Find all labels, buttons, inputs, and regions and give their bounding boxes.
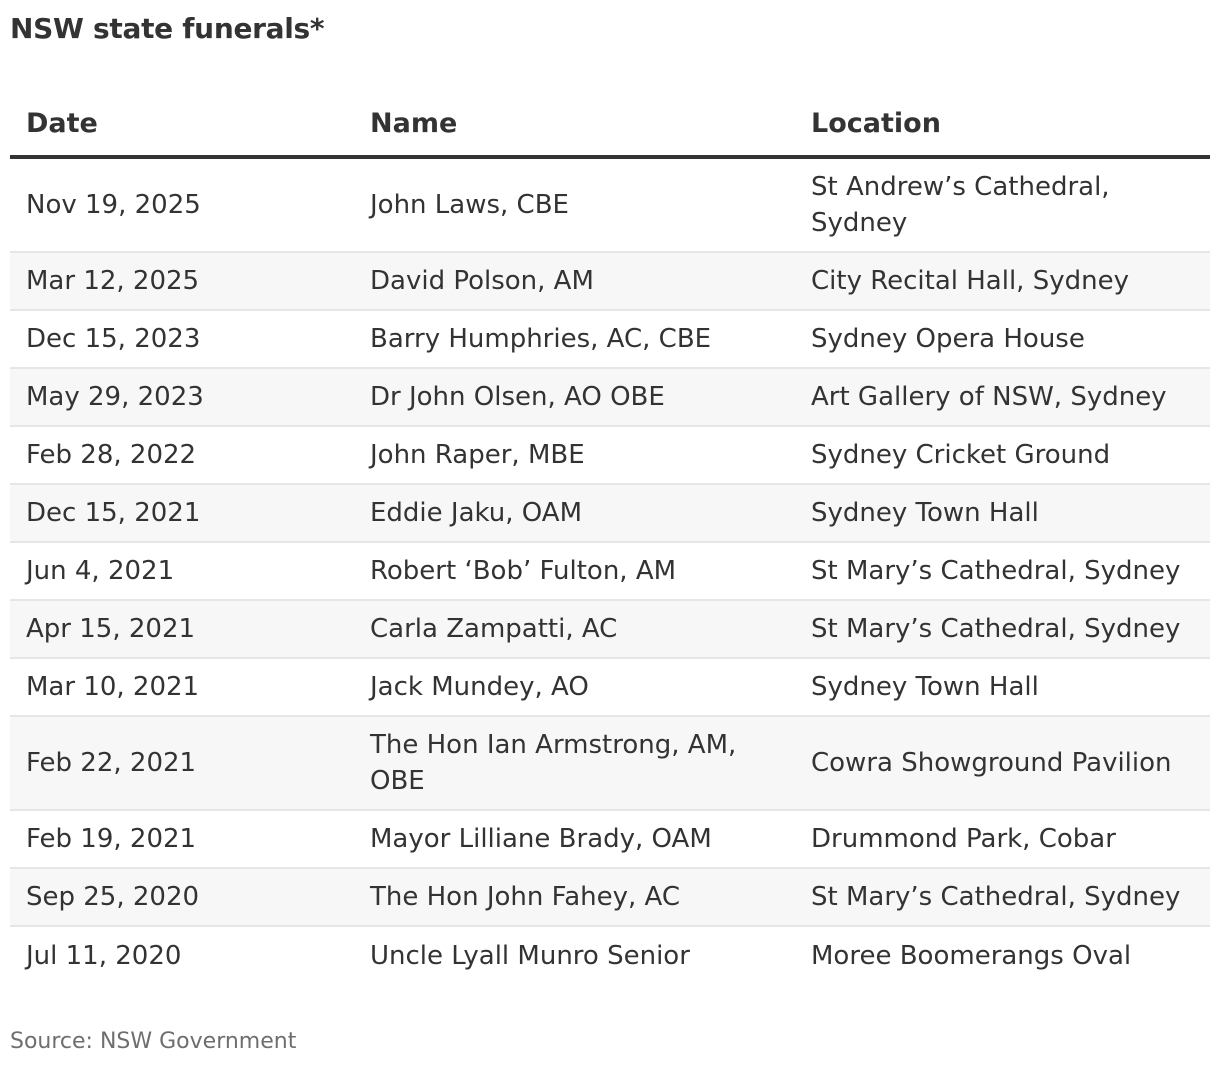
row-location: Sydney Opera House [811, 324, 1085, 354]
table-row [10, 717, 1210, 811]
row-name: Robert ‘Bob’ Fulton, AM [370, 556, 677, 586]
table-row [10, 543, 1210, 601]
row-name: David Polson, AM [370, 266, 594, 296]
row-date: Jul 11, 2020 [26, 941, 182, 971]
row-date: Sep 25, 2020 [26, 882, 200, 912]
row-name: The Hon John Fahey, AC [370, 882, 680, 912]
row-location: Sydney Town Hall [811, 672, 1039, 702]
row-date: Jun 4, 2021 [26, 556, 175, 586]
column-header-date: Date [26, 107, 98, 139]
row-location: Sydney Cricket Ground [811, 440, 1111, 470]
row-name: The Hon Ian Armstrong, AM, OBE [370, 730, 737, 796]
row-date: Mar 12, 2025 [26, 266, 200, 296]
row-location: St Andrew’s Cathedral, Sydney [811, 172, 1110, 238]
row-date: Dec 15, 2023 [26, 324, 201, 354]
funerals-table [10, 92, 1210, 985]
row-location: Drummond Park, Cobar [811, 824, 1116, 854]
row-name: Mayor Lilliane Brady, OAM [370, 824, 712, 854]
column-header-name: Name [370, 107, 458, 139]
table-row [10, 369, 1210, 427]
row-name: Eddie Jaku, OAM [370, 498, 583, 528]
table-title: NSW state funerals* [10, 12, 325, 45]
row-date: Mar 10, 2021 [26, 672, 200, 702]
row-date: Apr 15, 2021 [26, 614, 196, 644]
table-row [10, 601, 1210, 659]
row-name: Carla Zampatti, AC [370, 614, 618, 644]
row-location: St Mary’s Cathedral, Sydney [811, 556, 1181, 586]
table-row [10, 869, 1210, 927]
table-row [10, 253, 1210, 311]
row-location: City Recital Hall, Sydney [811, 266, 1129, 296]
row-location: St Mary’s Cathedral, Sydney [811, 614, 1181, 644]
table-row [10, 311, 1210, 369]
table-row [10, 659, 1210, 717]
row-name: John Raper, MBE [370, 440, 585, 470]
table-row [10, 427, 1210, 485]
source-note: Source: NSW Government [10, 1029, 297, 1054]
table-row [10, 927, 1210, 985]
row-date: Nov 19, 2025 [26, 190, 201, 220]
row-name: Dr John Olsen, AO OBE [370, 382, 665, 412]
row-location: Art Gallery of NSW, Sydney [811, 382, 1167, 412]
row-date: Feb 19, 2021 [26, 824, 197, 854]
row-location: Sydney Town Hall [811, 498, 1039, 528]
row-location: Cowra Showground Pavilion [811, 748, 1172, 778]
table-row [10, 159, 1210, 253]
row-name: Uncle Lyall Munro Senior [370, 941, 690, 971]
row-name: Barry Humphries, AC, CBE [370, 324, 712, 354]
row-date: Feb 22, 2021 [26, 748, 197, 778]
row-location: St Mary’s Cathedral, Sydney [811, 882, 1181, 912]
row-date: May 29, 2023 [26, 382, 204, 412]
row-location: Moree Boomerangs Oval [811, 941, 1132, 971]
row-name: Jack Mundey, AO [370, 672, 589, 702]
row-date: Dec 15, 2021 [26, 498, 201, 528]
row-name: John Laws, CBE [370, 190, 569, 220]
table-row [10, 485, 1210, 543]
table-row [10, 811, 1210, 869]
table-header [10, 92, 1210, 159]
column-header-location: Location [811, 107, 941, 139]
row-date: Feb 28, 2022 [26, 440, 197, 470]
